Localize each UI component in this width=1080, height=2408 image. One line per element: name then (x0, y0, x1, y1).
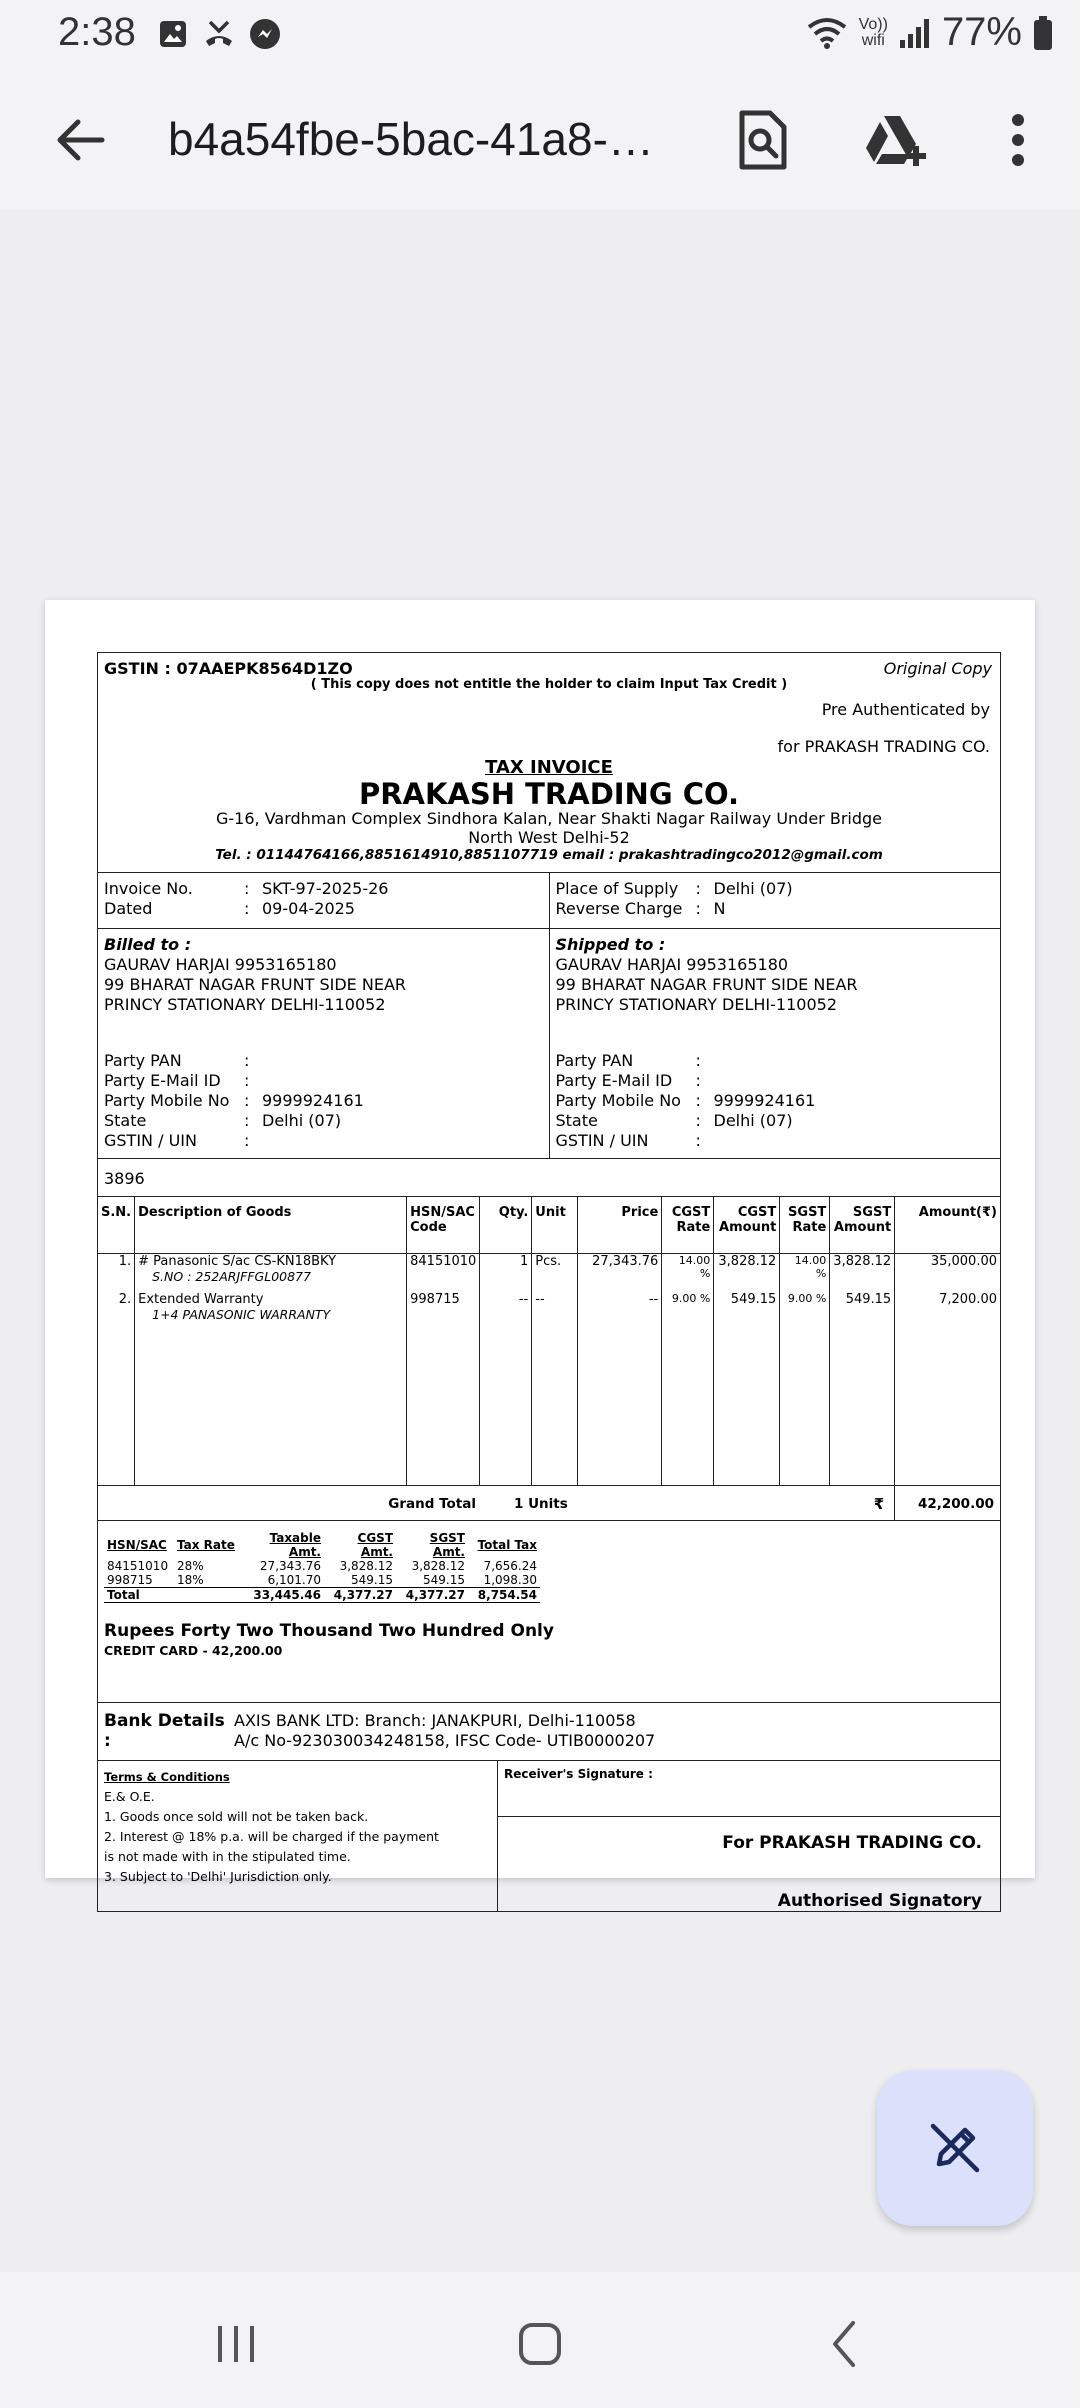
tax-total-row: Total 33,445.46 4,377.27 4,377.27 8,754.54 (104, 1588, 540, 1603)
item-unit: Pcs. (535, 1253, 562, 1269)
grand-total-label: Grand Total (388, 1496, 476, 1512)
billed-name: GAURAV HARJAI 9953165180 (104, 955, 337, 974)
tax-summary-table (104, 1531, 540, 1603)
terms-title: Terms & Conditions (104, 1770, 230, 1784)
tax-summary (98, 1521, 1000, 1703)
company-name: PRAKASH TRADING CO. (358, 777, 740, 811)
col-qty: Qty. (480, 1197, 532, 1253)
shipped-title: Shipped to : (555, 935, 666, 954)
grand-total-row (98, 1485, 1000, 1521)
volte-indicator: Vo)) wifi (858, 15, 888, 49)
items-table (98, 1197, 1000, 1485)
footer (98, 1761, 1000, 1911)
col-cgst-rate: CGST Rate (662, 1197, 714, 1253)
system-status (805, 10, 1054, 55)
item-cgst-rate: 9.00 % (671, 1291, 711, 1305)
item-price: 27,343.76 (592, 1253, 659, 1269)
col-amount: Amount(₹) (895, 1197, 1000, 1253)
terms-item: 2. Interest @ 18% p.a. will be charged if the payment (104, 1829, 439, 1844)
status-bar (0, 0, 1080, 68)
signature-area (498, 1761, 1000, 1911)
item-sgst-amt: 549.15 (845, 1291, 892, 1307)
reference-number: 3896 (98, 1159, 1000, 1197)
col-unit: Unit (532, 1197, 578, 1253)
company-address-2: North West Delhi-52 (468, 828, 630, 847)
home-button[interactable] (500, 2312, 580, 2376)
bank-label: Bank Details : (104, 1711, 225, 1751)
invoice-header (98, 653, 1000, 873)
back-nav-button[interactable] (804, 2312, 884, 2376)
reverse-charge: N (713, 899, 726, 918)
battery-percent: 77% (941, 10, 1022, 54)
app-bar (0, 68, 1080, 210)
back-button[interactable] (48, 108, 112, 172)
search-document-icon (736, 110, 788, 170)
edit-fab[interactable] (877, 2070, 1033, 2226)
document-title: b4a54fbe-5bac-41a8-… (168, 113, 654, 165)
shipped-state-label: State (555, 1111, 598, 1130)
terms-conditions (98, 1761, 498, 1911)
messenger-icon (247, 16, 283, 52)
item-qty: 1 (520, 1253, 529, 1269)
payment-mode: CREDIT CARD - 42,200.00 (104, 1643, 283, 1658)
rupee-icon: ₹ (873, 1495, 885, 1513)
shipped-name: GAURAV HARJAI 9953165180 (555, 955, 789, 974)
item-sn: 2. (118, 1291, 132, 1307)
item-serial: S.NO : 252ARJFFGL00877 (152, 1268, 311, 1284)
document-type: TAX INVOICE (485, 757, 613, 778)
billed-title: Billed to : (104, 935, 192, 954)
invoice-no-label: Invoice No. (104, 879, 193, 898)
col-desc: Description of Goods (135, 1197, 407, 1253)
billed-state-label: State (104, 1111, 147, 1130)
item-description: Extended Warranty 1+4 PANASONIC WARRANTY (138, 1292, 403, 1330)
authorised-signatory: Authorised Signatory (777, 1891, 982, 1911)
home-icon (517, 2321, 563, 2367)
billed-mobile-label: Party Mobile No (104, 1091, 230, 1110)
system-nav-bar (0, 2272, 1080, 2408)
items-body (98, 1253, 1000, 1485)
place-of-supply: Delhi (07) (713, 879, 793, 898)
item-unit: -- (535, 1291, 545, 1307)
billed-state: Delhi (07) (262, 1111, 342, 1130)
edit-pen-icon (925, 2118, 985, 2178)
status-time: 2:38 (58, 10, 136, 54)
terms-item: is not made with in the stipulated time. (104, 1849, 351, 1864)
terms-item: E.& O.E. (104, 1789, 155, 1804)
col-price: Price (578, 1197, 662, 1253)
copy-type: Original Copy (883, 659, 992, 678)
shipped-gstin-label: GSTIN / UIN (555, 1131, 649, 1150)
terms-item: 3. Subject to 'Delhi' Jurisdiction only. (104, 1869, 332, 1884)
billed-gstin-label: GSTIN / UIN (104, 1131, 197, 1150)
billed-mobile: 9999924161 (262, 1091, 364, 1110)
shipped-mobile-label: Party Mobile No (555, 1091, 681, 1110)
col-sn: S.N. (98, 1197, 135, 1253)
recent-apps-icon (214, 2322, 258, 2366)
bank-line-2: A/c No-923030034248158, IFSC Code- UTIB0000207 (234, 1731, 656, 1750)
pre-authenticated: Pre Authenticated by (821, 700, 990, 719)
shipped-state: Delhi (07) (713, 1111, 793, 1130)
item-cgst-rate: 14.00 % (678, 1253, 711, 1280)
item-sgst-rate: 14.00 % (794, 1253, 827, 1280)
col-hsn: HSN/SAC Code (407, 1197, 480, 1253)
back-arrow-icon (54, 118, 106, 162)
invoice-meta: Invoice No. : SKT-97-2025-26 Dated : 09-04-2025 Place of Supply : Delhi (07) Reverse Charge : N (98, 873, 1000, 929)
seller-gstin: GSTIN : 07AAEPK8564D1ZO (104, 659, 353, 678)
col-sgst-rate: SGST Rate (780, 1197, 830, 1253)
for-company: for PRAKASH TRADING CO. (777, 737, 990, 756)
terms-item: 1. Goods once sold will not be taken back. (104, 1809, 369, 1824)
col-cgst-amt: CGST Amount (714, 1197, 780, 1253)
wifi-icon (805, 15, 849, 51)
back-chevron-icon (829, 2319, 859, 2369)
shipped-mobile: 9999924161 (713, 1091, 816, 1110)
shipped-pan-label: Party PAN (555, 1051, 634, 1070)
item-amount: 35,000.00 (930, 1253, 997, 1269)
notification-icons (155, 16, 283, 52)
bank-details (98, 1703, 1000, 1761)
billed-addr2: PRINCY STATIONARY DELHI-110052 (104, 995, 386, 1014)
dated-label: Dated (104, 899, 153, 918)
billed-email-label: Party E-Mail ID (104, 1071, 221, 1090)
bank-line-1: AXIS BANK LTD: Branch: JANAKPURI, Delhi-110058 (234, 1711, 636, 1730)
recent-apps-button[interactable] (196, 2312, 276, 2376)
pdf-page[interactable] (45, 600, 1035, 1911)
tax-header-row: HSN/SAC Tax Rate Taxable Amt. CGST Amt. SGST Amt. Total Tax (107, 1531, 537, 1559)
item-amount: 7,200.00 (939, 1291, 997, 1307)
billed-to: Billed to : GAURAV HARJAI 9953165180 99 BHARAT NAGAR FRUNT SIDE NEAR PRINCY STATIONARY DELHI-110052 Party PAN : Party E-Mail ID : Party Mobile No : 9999924161 State : Delhi (07) GSTIN / UIN : (98, 929, 549, 1158)
signal-icon (898, 16, 932, 50)
missed-call-icon (201, 16, 237, 52)
invoice-no: SKT-97-2025-26 (262, 879, 389, 898)
search-document-button[interactable] (726, 104, 798, 176)
save-to-drive-button[interactable] (862, 104, 934, 176)
item-cgst-amt: 3,828.12 (718, 1253, 777, 1269)
item-sgst-amt: 3,828.12 (833, 1253, 892, 1269)
item-hsn: 84151010 (410, 1253, 477, 1269)
shipped-to: Shipped to : GAURAV HARJAI 9953165180 99 BHARAT NAGAR FRUNT SIDE NEAR PRINCY STATIONARY DELHI-110052 Party PAN : Party E-Mail ID : Party Mobile No : 9999924161 State : Delhi (07) GSTIN / UIN : (549, 929, 1001, 1158)
receiver-signature: Receiver's Signature : (498, 1761, 1000, 1817)
more-options-button[interactable] (982, 104, 1054, 176)
amount-in-words: Rupees Forty Two Thousand Two Hundred Only (104, 1621, 554, 1641)
company-contact: Tel. : 01144764166,8851614910,8851107719 email : prakashtradingco2012@gmail.com (215, 847, 883, 863)
gallery-icon (155, 16, 191, 52)
grand-total-qty: 1 Units (514, 1496, 568, 1512)
item-hsn: 998715 (410, 1291, 460, 1307)
invoice-date: 09-04-2025 (262, 899, 355, 918)
col-sgst-amt: SGST Amount (830, 1197, 895, 1253)
battery-icon (1032, 15, 1054, 51)
item-description: # Panasonic S/ac CS-KN18BKY S.NO : 252ARJFFGL00877 (138, 1254, 403, 1292)
for-company-signature: For PRAKASH TRADING CO. (722, 1833, 982, 1853)
reverse-label: Reverse Charge (555, 899, 683, 918)
shipped-addr1: 99 BHARAT NAGAR FRUNT SIDE NEAR (555, 975, 858, 994)
items-header-row (98, 1197, 1000, 1253)
place-label: Place of Supply (555, 879, 679, 898)
billed-pan-label: Party PAN (104, 1051, 182, 1070)
shipped-email-label: Party E-Mail ID (555, 1071, 673, 1090)
tax-invoice (97, 652, 1001, 1912)
itc-notice: ( This copy does not entitle the holder to claim Input Tax Credit ) (310, 677, 788, 692)
party-details (98, 929, 1000, 1159)
grand-total-amount: 42,200.00 (894, 1486, 1000, 1520)
item-warranty: 1+4 PANASONIC WARRANTY (152, 1306, 331, 1322)
company-address-1: G-16, Vardhman Complex Sindhora Kalan, Near Shakti Nagar Railway Under Bridge (216, 809, 882, 828)
item-qty: -- (518, 1291, 529, 1307)
shipped-addr2: PRINCY STATIONARY DELHI-110052 (555, 995, 837, 1014)
item-sn: 1. (118, 1253, 132, 1269)
item-sgst-rate: 9.00 % (787, 1291, 827, 1305)
tax-row: 998715 18% 6,101.70 549.15 549.15 1,098.30 (107, 1573, 537, 1587)
billed-addr1: 99 BHARAT NAGAR FRUNT SIDE NEAR (104, 975, 406, 994)
item-cgst-amt: 549.15 (730, 1291, 777, 1307)
more-vert-icon (1010, 112, 1026, 168)
item-price: -- (648, 1291, 659, 1307)
drive-add-icon (864, 112, 932, 168)
tax-row: 84151010 28% 27,343.76 3,828.12 3,828.12 7,656.24 (107, 1559, 537, 1573)
